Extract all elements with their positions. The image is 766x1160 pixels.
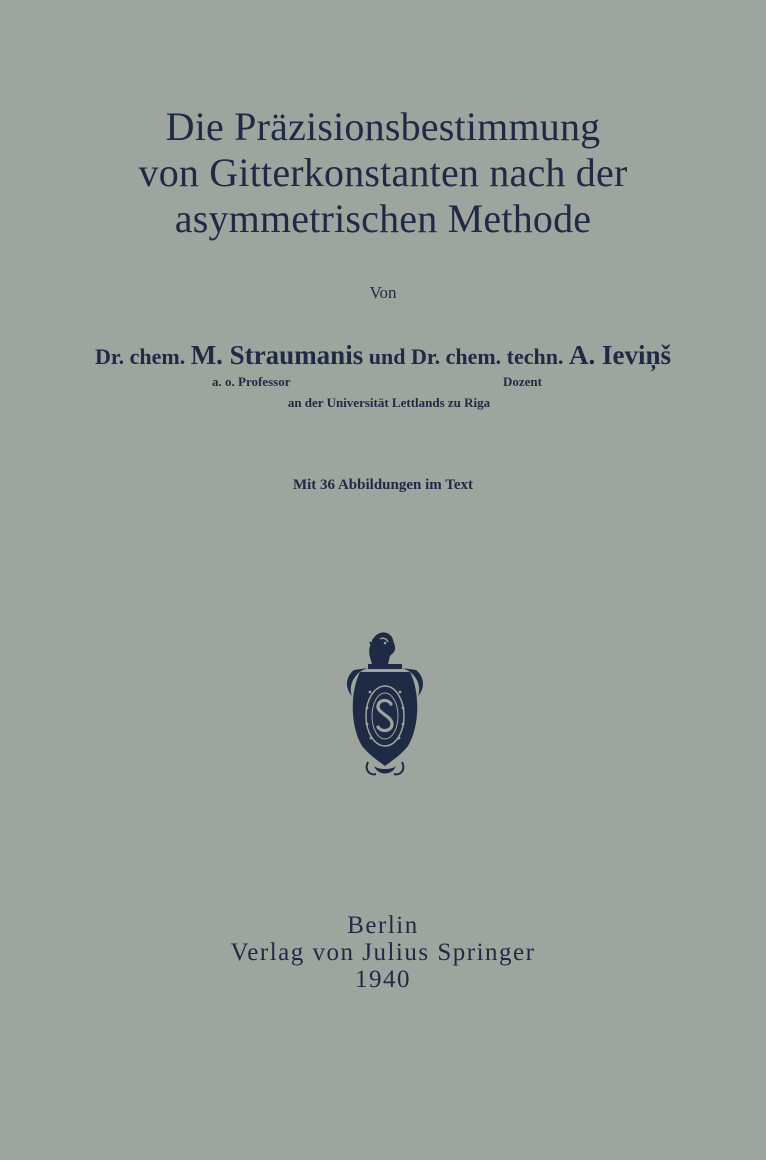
illustrations-note: Mit 36 Abbildungen im Text bbox=[292, 477, 474, 493]
title-line-3: asymmetrischen Methode bbox=[174, 196, 592, 241]
by-label: Von bbox=[369, 283, 397, 302]
authors-conjunction: und bbox=[368, 344, 406, 369]
publisher-block bbox=[0, 912, 766, 993]
author-1-name: M. Straumanis bbox=[190, 340, 364, 370]
author-2-name: A. Ieviņš bbox=[569, 340, 672, 370]
author-2-role: Dozent bbox=[503, 374, 542, 389]
title-line-1: Die Präzisionsbestimmung bbox=[165, 104, 601, 149]
author-1-prefix: Dr. chem. bbox=[94, 344, 186, 369]
springer-knight-emblem-icon bbox=[340, 630, 430, 780]
publication-year: 1940 bbox=[355, 966, 411, 993]
publisher-name: Verlag von Julius Springer bbox=[230, 939, 536, 966]
author-1-role: a. o. Professor bbox=[212, 374, 291, 389]
publisher-city: Berlin bbox=[347, 912, 419, 939]
affiliation: an der Universität Lettlands zu Riga bbox=[287, 395, 491, 410]
authors-line bbox=[0, 340, 766, 371]
title-line-2: von Gitterkonstanten nach der bbox=[138, 150, 628, 195]
book-title bbox=[0, 104, 766, 242]
author-2-prefix: Dr. chem. techn. bbox=[410, 344, 564, 369]
